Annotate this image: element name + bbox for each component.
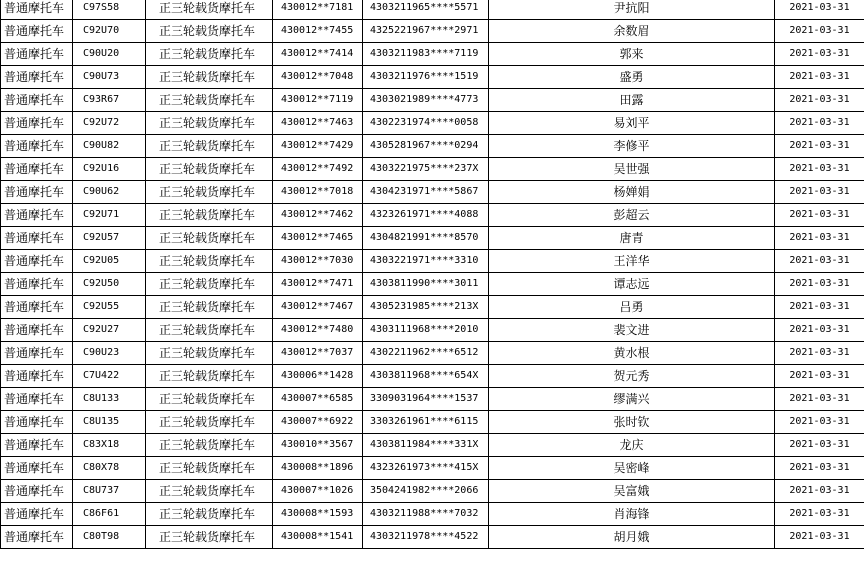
vehicle-type-cell: 普通摩托车 [1,434,73,457]
vehicle-model-cell: 正三轮载货摩托车 [146,388,273,411]
vehicle-type-cell: 普通摩托车 [1,135,73,158]
id-number-cell: 4303211976****1519 [363,66,489,89]
table-row [1,112,864,135]
date-cell: 2021-03-31 [775,43,864,66]
table-row [1,43,864,66]
vehicle-model-cell: 正三轮载货摩托车 [146,480,273,503]
date-cell: 2021-03-31 [775,112,864,135]
vehicle-type-cell: 普通摩托车 [1,365,73,388]
owner-name-cell: 李修平 [489,135,775,158]
table-row [1,66,864,89]
table-row [1,342,864,365]
table-row [1,89,864,112]
vehicle-model-cell: 正三轮载货摩托车 [146,204,273,227]
table-body [1,0,864,549]
vehicle-model-cell: 正三轮载货摩托车 [146,181,273,204]
table-row [1,181,864,204]
id-number-cell: 3303261961****6115 [363,411,489,434]
vehicle-model-cell: 正三轮载货摩托车 [146,434,273,457]
table-row [1,227,864,250]
table-row [1,319,864,342]
record-code-cell: 430012**7462 [273,204,363,227]
vehicle-type-cell: 普通摩托车 [1,480,73,503]
record-code-cell: 430007**1026 [273,480,363,503]
date-cell: 2021-03-31 [775,250,864,273]
vehicle-model-cell: 正三轮载货摩托车 [146,273,273,296]
plate-number-cell: C8U133 [73,388,146,411]
plate-number-cell: C92U55 [73,296,146,319]
owner-name-cell: 裴文进 [489,319,775,342]
owner-name-cell: 吴富娥 [489,480,775,503]
plate-number-cell: C92U50 [73,273,146,296]
vehicle-type-cell: 普通摩托车 [1,319,73,342]
date-cell: 2021-03-31 [775,434,864,457]
table-row [1,158,864,181]
owner-name-cell: 盛勇 [489,66,775,89]
vehicle-model-cell: 正三轮载货摩托车 [146,503,273,526]
vehicle-model-cell: 正三轮载货摩托车 [146,20,273,43]
record-code-cell: 430012**7471 [273,273,363,296]
vehicle-type-cell: 普通摩托车 [1,0,73,20]
owner-name-cell: 吴密峰 [489,457,775,480]
date-cell: 2021-03-31 [775,204,864,227]
record-code-cell: 430012**7119 [273,89,363,112]
owner-name-cell: 谭志远 [489,273,775,296]
vehicle-model-cell: 正三轮载货摩托车 [146,526,273,549]
date-cell: 2021-03-31 [775,0,864,20]
date-cell: 2021-03-31 [775,342,864,365]
owner-name-cell: 吕勇 [489,296,775,319]
table-row [1,273,864,296]
vehicle-type-cell: 普通摩托车 [1,503,73,526]
owner-name-cell: 易刘平 [489,112,775,135]
owner-name-cell: 龙庆 [489,434,775,457]
id-number-cell: 4305281967****0294 [363,135,489,158]
date-cell: 2021-03-31 [775,181,864,204]
date-cell: 2021-03-31 [775,503,864,526]
date-cell: 2021-03-31 [775,135,864,158]
date-cell: 2021-03-31 [775,227,864,250]
record-code-cell: 430012**7465 [273,227,363,250]
record-code-cell: 430012**7429 [273,135,363,158]
table-row [1,457,864,480]
id-number-cell: 4303211988****7032 [363,503,489,526]
record-code-cell: 430007**6922 [273,411,363,434]
date-cell: 2021-03-31 [775,319,864,342]
vehicle-type-cell: 普通摩托车 [1,20,73,43]
record-code-cell: 430010**3567 [273,434,363,457]
vehicle-type-cell: 普通摩托车 [1,296,73,319]
vehicle-model-cell: 正三轮载货摩托车 [146,112,273,135]
owner-name-cell: 胡月娥 [489,526,775,549]
record-code-cell: 430012**7480 [273,319,363,342]
plate-number-cell: C92U57 [73,227,146,250]
plate-number-cell: C80X78 [73,457,146,480]
date-cell: 2021-03-31 [775,158,864,181]
id-number-cell: 4304821991****8570 [363,227,489,250]
owner-name-cell: 彭超云 [489,204,775,227]
record-code-cell: 430012**7037 [273,342,363,365]
plate-number-cell: C90U73 [73,66,146,89]
id-number-cell: 4323261971****4088 [363,204,489,227]
record-code-cell: 430006**1428 [273,365,363,388]
id-number-cell: 4302231974****0058 [363,112,489,135]
table-row [1,0,864,20]
id-number-cell: 4303211965****5571 [363,0,489,20]
plate-number-cell: C92U70 [73,20,146,43]
plate-number-cell: C8U135 [73,411,146,434]
table-row [1,250,864,273]
plate-number-cell: C90U62 [73,181,146,204]
date-cell: 2021-03-31 [775,388,864,411]
owner-name-cell: 杨婵娟 [489,181,775,204]
record-code-cell: 430012**7030 [273,250,363,273]
table-row [1,411,864,434]
record-code-cell: 430008**1593 [273,503,363,526]
owner-name-cell: 田露 [489,89,775,112]
record-code-cell: 430012**7018 [273,181,363,204]
plate-number-cell: C90U23 [73,342,146,365]
vehicle-type-cell: 普通摩托车 [1,250,73,273]
vehicle-type-cell: 普通摩托车 [1,43,73,66]
table-row [1,526,864,549]
id-number-cell: 4325221967****2971 [363,20,489,43]
record-code-cell: 430012**7463 [273,112,363,135]
id-number-cell: 4303211978****4522 [363,526,489,549]
record-code-cell: 430012**7467 [273,296,363,319]
record-code-cell: 430008**1541 [273,526,363,549]
vehicle-model-cell: 正三轮载货摩托车 [146,342,273,365]
date-cell: 2021-03-31 [775,526,864,549]
vehicle-model-cell: 正三轮载货摩托车 [146,66,273,89]
vehicle-model-cell: 正三轮载货摩托车 [146,296,273,319]
date-cell: 2021-03-31 [775,296,864,319]
date-cell: 2021-03-31 [775,365,864,388]
id-number-cell: 3309031964****1537 [363,388,489,411]
date-cell: 2021-03-31 [775,480,864,503]
owner-name-cell: 尹抗阳 [489,0,775,20]
id-number-cell: 4304231971****5867 [363,181,489,204]
plate-number-cell: C7U422 [73,365,146,388]
id-number-cell: 4305231985****213X [363,296,489,319]
table-row [1,480,864,503]
vehicle-type-cell: 普通摩托车 [1,66,73,89]
record-code-cell: 430012**7181 [273,0,363,20]
owner-name-cell: 郭来 [489,43,775,66]
owner-name-cell: 王洋华 [489,250,775,273]
plate-number-cell: C86F61 [73,503,146,526]
plate-number-cell: C92U16 [73,158,146,181]
owner-name-cell: 缪满兴 [489,388,775,411]
vehicle-model-cell: 正三轮载货摩托车 [146,411,273,434]
plate-number-cell: C8U737 [73,480,146,503]
owner-name-cell: 贺元秀 [489,365,775,388]
owner-name-cell: 余数眉 [489,20,775,43]
date-cell: 2021-03-31 [775,411,864,434]
id-number-cell: 4302211962****6512 [363,342,489,365]
vehicle-model-cell: 正三轮载货摩托车 [146,457,273,480]
owner-name-cell: 肖海锋 [489,503,775,526]
vehicle-model-cell: 正三轮载货摩托车 [146,365,273,388]
vehicle-type-cell: 普通摩托车 [1,227,73,250]
owner-name-cell: 张时钦 [489,411,775,434]
vehicle-model-cell: 正三轮载货摩托车 [146,250,273,273]
table-row [1,204,864,227]
vehicle-model-cell: 正三轮载货摩托车 [146,135,273,158]
id-number-cell: 4303811990****3011 [363,273,489,296]
date-cell: 2021-03-31 [775,89,864,112]
id-number-cell: 4303211983****7119 [363,43,489,66]
vehicle-model-cell: 正三轮载货摩托车 [146,43,273,66]
vehicle-type-cell: 普通摩托车 [1,457,73,480]
plate-number-cell: C83X18 [73,434,146,457]
id-number-cell: 4303221975****237X [363,158,489,181]
record-code-cell: 430007**6585 [273,388,363,411]
record-code-cell: 430012**7414 [273,43,363,66]
record-code-cell: 430012**7455 [273,20,363,43]
plate-number-cell: C93R67 [73,89,146,112]
vehicle-type-cell: 普通摩托车 [1,388,73,411]
table-row [1,434,864,457]
table-row [1,296,864,319]
vehicle-type-cell: 普通摩托车 [1,526,73,549]
table-row [1,20,864,43]
table-row [1,388,864,411]
vehicle-model-cell: 正三轮载货摩托车 [146,89,273,112]
vehicle-type-cell: 普通摩托车 [1,181,73,204]
vehicle-model-cell: 正三轮载货摩托车 [146,158,273,181]
table-row [1,135,864,158]
vehicle-model-cell: 正三轮载货摩托车 [146,319,273,342]
vehicle-type-cell: 普通摩托车 [1,158,73,181]
plate-number-cell: C92U05 [73,250,146,273]
record-code-cell: 430008**1896 [273,457,363,480]
vehicle-type-cell: 普通摩托车 [1,273,73,296]
plate-number-cell: C80T98 [73,526,146,549]
vehicle-type-cell: 普通摩托车 [1,411,73,434]
id-number-cell: 4323261973****415X [363,457,489,480]
id-number-cell: 4303811968****654X [363,365,489,388]
owner-name-cell: 吴世强 [489,158,775,181]
date-cell: 2021-03-31 [775,66,864,89]
owner-name-cell: 唐青 [489,227,775,250]
plate-number-cell: C90U20 [73,43,146,66]
plate-number-cell: C97S58 [73,0,146,20]
date-cell: 2021-03-31 [775,457,864,480]
plate-number-cell: C92U27 [73,319,146,342]
vehicle-type-cell: 普通摩托车 [1,342,73,365]
table-row [1,503,864,526]
vehicle-type-cell: 普通摩托车 [1,204,73,227]
vehicle-model-cell: 正三轮载货摩托车 [146,227,273,250]
vehicle-type-cell: 普通摩托车 [1,112,73,135]
plate-number-cell: C92U71 [73,204,146,227]
vehicle-type-cell: 普通摩托车 [1,89,73,112]
id-number-cell: 4303811984****331X [363,434,489,457]
vehicle-model-cell: 正三轮载货摩托车 [146,0,273,20]
date-cell: 2021-03-31 [775,273,864,296]
plate-number-cell: C90U82 [73,135,146,158]
id-number-cell: 4303111968****2010 [363,319,489,342]
table-row [1,365,864,388]
id-number-cell: 3504241982****2066 [363,480,489,503]
record-code-cell: 430012**7492 [273,158,363,181]
id-number-cell: 4303221971****3310 [363,250,489,273]
owner-name-cell: 黄水根 [489,342,775,365]
record-code-cell: 430012**7048 [273,66,363,89]
plate-number-cell: C92U72 [73,112,146,135]
date-cell: 2021-03-31 [775,20,864,43]
id-number-cell: 4303021989****4773 [363,89,489,112]
